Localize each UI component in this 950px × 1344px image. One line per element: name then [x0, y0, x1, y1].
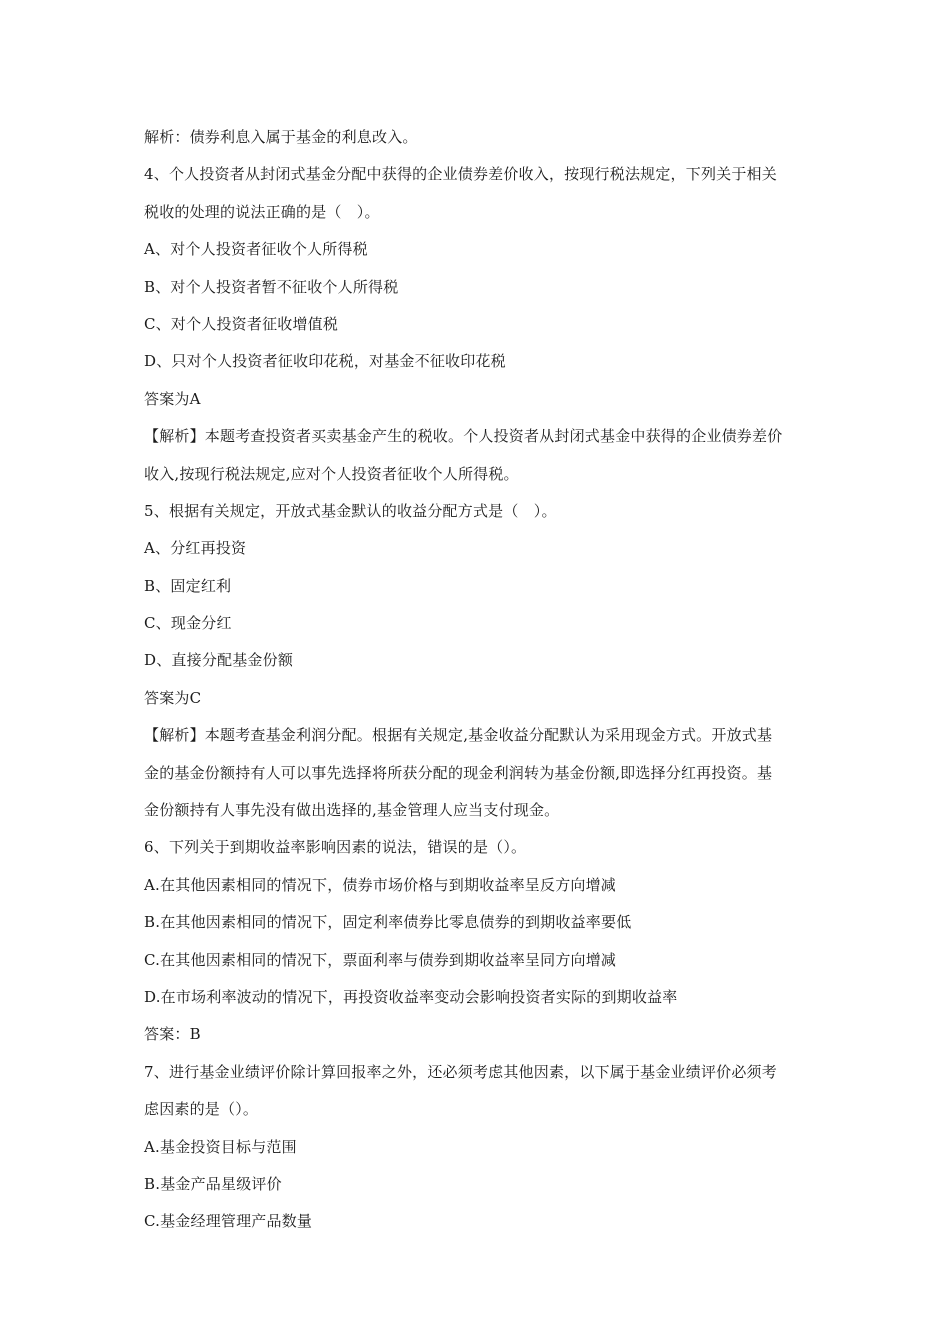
question-4-option-c: C、对个人投资者征收增值税: [144, 314, 339, 333]
question-7-option-c: C.基金经理管理产品数量: [144, 1212, 313, 1231]
question-4-option-b: B、对个人投资者暂不征收个人所得税: [144, 277, 399, 296]
question-6-option-b: B.在其他因素相同的情况下，固定利率债券比零息债券的到期收益率要低: [144, 913, 632, 932]
question-4-analysis: 【解析】本题考查投资者买卖基金产生的税收。个人投资者从封闭式基金中获得的企业债券差价: [144, 427, 783, 446]
question-6-option-c: C.在其他因素相同的情况下，票面利率与债券到期收益率呈同方向增减: [144, 950, 617, 969]
question-5-analysis: 【解析】本题考查基金利润分配。根据有关规定,基金收益分配默认为采用现金方式。开放式基: [144, 726, 773, 745]
question-5-option-d: D、直接分配基金份额: [144, 651, 294, 670]
question-7-option-a: A.基金投资目标与范围: [144, 1137, 297, 1156]
question-5-analysis-end: 金份额持有人事先没有做出选择的,基金管理人应当支付现金。: [144, 801, 560, 820]
question-7-text: 7、进行基金业绩评价除计算回报率之外，还必须考虑其他因素，以下属于基金业绩评价必须考: [144, 1062, 777, 1081]
question-5-option-a: A、分红再投资: [144, 539, 247, 558]
question-6-option-a: A.在其他因素相同的情况下，债券市场价格与到期收益率呈反方向增减: [144, 875, 617, 894]
question-6-text: 6、下列关于到期收益率影响因素的说法，错误的是（）。: [144, 838, 527, 857]
question-5-option-b: B、固定红利: [144, 576, 232, 595]
document-body: [144, 119, 812, 1241]
question-4-option-d: D、只对个人投资者征收印花税，对基金不征收印花税: [144, 352, 506, 371]
question-5-analysis-cont: 金的基金份额持有人可以事先选择将所获分配的现金利润转为基金份额,即选择分红再投资。基: [144, 763, 773, 782]
question-7-text-cont: 虑因素的是（）。: [144, 1100, 259, 1119]
question-4-text-cont: 税收的处理的说法正确的是（ ）。: [144, 202, 380, 221]
question-4-option-a: A、对个人投资者征收个人所得税: [144, 240, 368, 259]
question-4-answer: 答案为A: [144, 389, 201, 408]
question-5-text: 5、根据有关规定，开放式基金默认的收益分配方式是（ ）。: [144, 501, 557, 520]
question-5-answer: 答案为C: [144, 688, 202, 707]
question-4-analysis-cont: 收入,按现行税法规定,应对个人投资者征收个人所得税。: [144, 464, 519, 483]
question-7-option-b: B.基金产品星级评价: [144, 1174, 282, 1193]
question-6-option-d: D.在市场利率波动的情况下，再投资收益率变动会影响投资者实际的到期收益率: [144, 987, 678, 1006]
question-5-option-c: C、现金分红: [144, 614, 232, 633]
analysis-text: 解析：债券利息入属于基金的利息改入。: [144, 128, 418, 146]
question-6-answer: 答案：B: [144, 1025, 201, 1044]
question-4-text: 4、个人投资者从封闭式基金分配中获得的企业债券差价收入，按现行税法规定，下列关于相关: [144, 165, 777, 184]
